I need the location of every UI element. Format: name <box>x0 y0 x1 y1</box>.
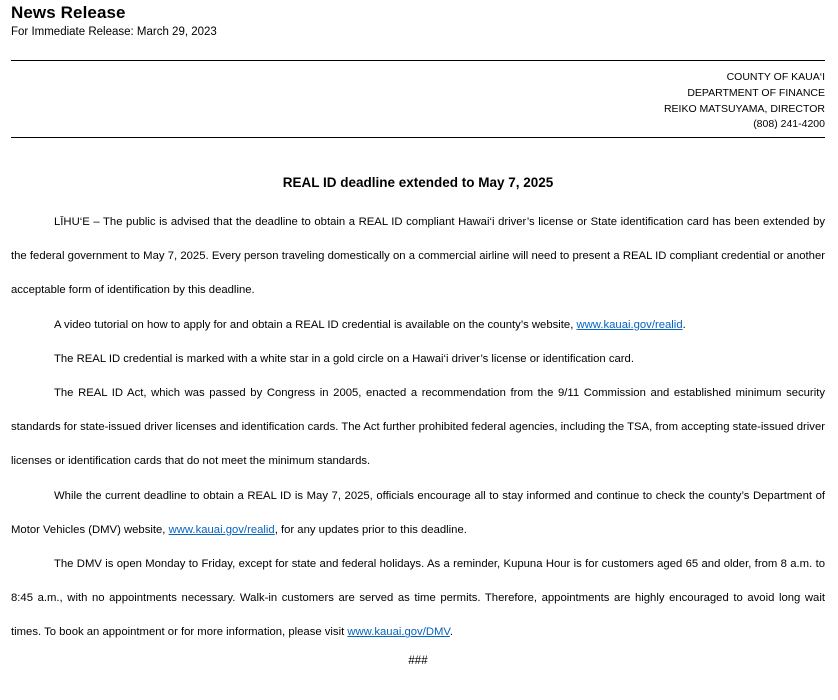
paragraph-3: The REAL ID credential is marked with a white star in a gold circle on a Hawai‘i driver’s license or identification card. <box>54 352 634 365</box>
top-divider <box>11 60 825 61</box>
paragraph-6-text: The DMV is open Monday to Friday, except for state and federal holidays. As a reminder, Kupuna Hour is for customers aged 65 and older, from 8 a.m. to 8:45 a.m., with no appointments necessary. Walk-in customers are served as time permits. Therefore, appointments are highly encouraged to avoid long wait times. To book an appointment or for more information, please visit <box>11 558 825 639</box>
paragraph-5-text: While the current deadline to obtain a REAL ID is May 7, 2025, officials encourage all to stay informed and continue to check the county’s Department of Motor Vehicles (DMV) website, <box>11 489 825 536</box>
paragraph-2-text: A video tutorial on how to apply for and obtain a REAL ID credential is available on the county’s website, <box>54 318 577 331</box>
bottom-divider <box>11 137 825 138</box>
paragraph-6 <box>11 547 825 650</box>
article-body <box>11 205 825 650</box>
paragraph-4: The REAL ID Act, which was passed by Congress in 2005, enacted a recommendation from the 9/11 Commission and established minimum security standards for state-issued driver licenses and identification cards. The Act further prohibited federal agencies, including the TSA, from accepting state-issued driver licenses or identification cards that do not meet the minimum standards. <box>11 387 825 468</box>
director-name: REIKO MATSUYAMA, DIRECTOR <box>663 102 825 115</box>
page-title: News Release <box>11 3 126 22</box>
paragraph-2 <box>11 308 825 342</box>
paragraph-1: LĪHU‘E – The public is advised that the deadline to obtain a REAL ID compliant Hawai‘i driver’s license or State identification card has been extended by the federal government to May 7, 2025. Every person traveling domestically on a commercial airline will need to present a REAL ID compliant credential or another acceptable form of identification by this deadline. <box>11 216 825 297</box>
paragraph-2-end: . <box>682 318 686 331</box>
department-block <box>664 70 825 133</box>
realid-link-2[interactable]: www.kauai.gov/realid <box>168 523 275 536</box>
release-date: For Immediate Release: March 29, 2023 <box>11 26 217 38</box>
paragraph-6-end: . <box>449 626 454 639</box>
county-name: COUNTY OF KAUA‘I <box>726 71 825 83</box>
headline: REAL ID deadline extended to May 7, 2025 <box>282 175 554 190</box>
paragraph-5-end: , for any updates prior to this deadline. <box>274 523 467 536</box>
realid-link[interactable]: www.kauai.gov/realid <box>576 318 683 331</box>
department-name: DEPARTMENT OF FINANCE <box>687 86 825 99</box>
dmv-link[interactable]: www.kauai.gov/DMV <box>347 626 450 639</box>
end-mark: ### <box>408 655 428 667</box>
phone-number: (808) 241-4200 <box>753 118 825 131</box>
paragraph-5 <box>11 479 825 547</box>
